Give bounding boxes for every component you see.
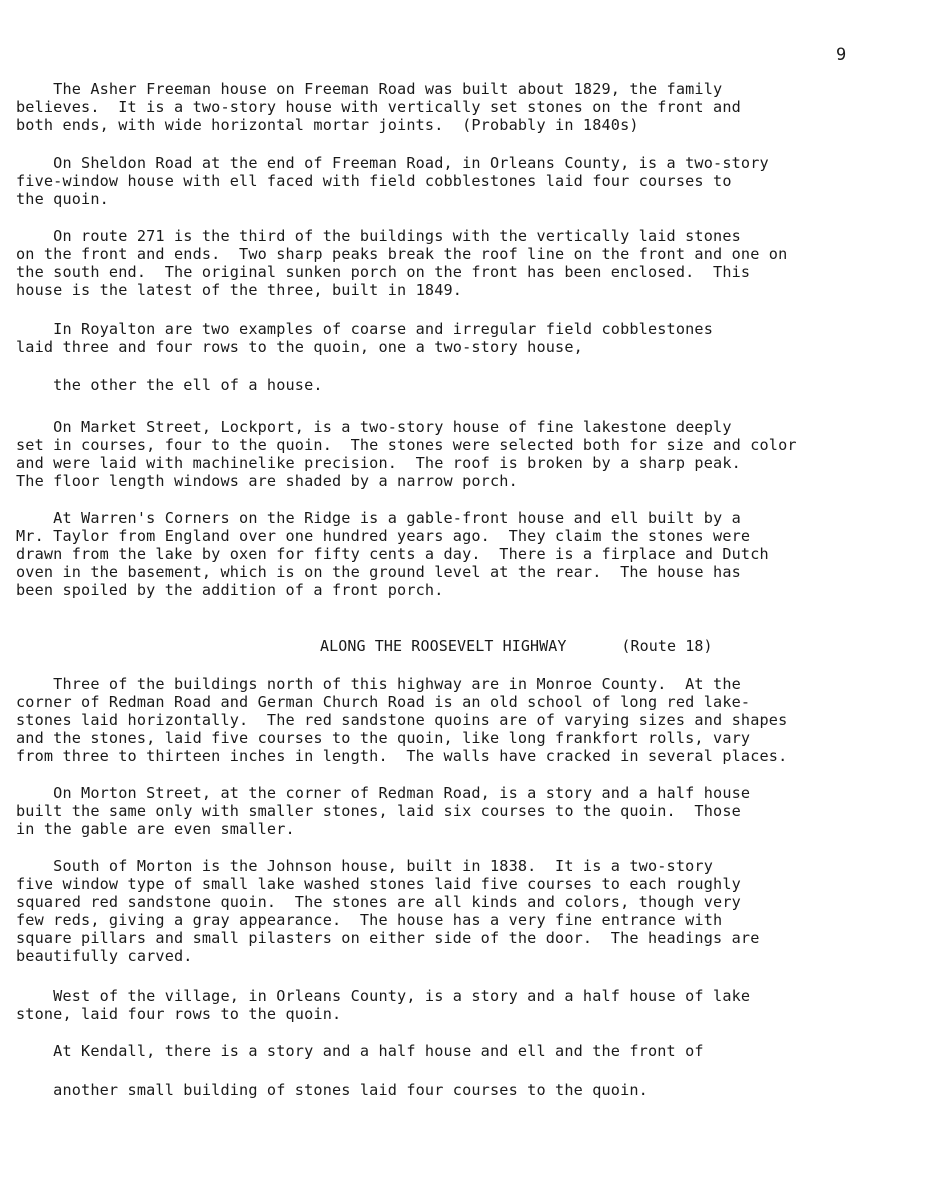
paragraph-kendall-continued: another small building of stones laid four courses to the quoin. xyxy=(16,1081,648,1099)
paragraph-route-271: On route 271 is the third of the buildings with the vertically laid stones on the front and ends. Two sharp peaks break the roof line on the front and one on the south end. The original sunken porch on the front has been enclosed. This house is the latest of the three, built in 1849. xyxy=(16,227,788,299)
paragraph-kendall: At Kendall, there is a story and a half house and ell and the front of xyxy=(16,1042,704,1060)
paragraph-warrens-corners: At Warren's Corners on the Ridge is a gable-front house and ell built by a Mr. Taylor from England over one hundred years ago. They claim the stones were drawn from the lake by oxen for fifty cents a day. There is a firplace and Dutch oven in the basement, which is on the ground level at the rear. The house has been spoiled by the addition of a front porch. xyxy=(16,509,769,599)
paragraph-west-of-village: West of the village, in Orleans County, is a story and a half house of lake stone, laid four rows to the quoin. xyxy=(16,987,751,1023)
paragraph-asher-freeman: The Asher Freeman house on Freeman Road was built about 1829, the family believes. It is a two-story house with vertically set stones on the front and both ends, with wide horizontal mortar joints. (Probably in 1840s) xyxy=(16,80,741,134)
paragraph-sheldon-road: On Sheldon Road at the end of Freeman Road, in Orleans County, is a two-story five-window house with ell faced with field cobblestones laid four courses to the quoin. xyxy=(16,154,769,208)
paragraph-market-street: On Market Street, Lockport, is a two-story house of fine lakestone deeply set in courses, four to the quoin. The stones were selected both for size and color and were laid with machinelike precision. The roof is broken by a sharp peak. The floor length windows are shaded by a narrow porch. xyxy=(16,418,797,490)
paragraph-morton-street: On Morton Street, at the corner of Redman Road, is a story and a half house built the same only with smaller stones, laid six courses to the quoin. Those in the gable are even smaller. xyxy=(16,784,751,838)
paragraph-royalton: In Royalton are two examples of coarse and irregular field cobblestones laid three and four rows to the quoin, one a two-story house, xyxy=(16,320,714,356)
section-heading: ALONG THE ROOSEVELT HIGHWAY (Route 18) xyxy=(320,637,713,655)
paragraph-royalton-continued: the other the ell of a house. xyxy=(16,376,323,394)
paragraph-monroe-county: Three of the buildings north of this highway are in Monroe County. At the corner of Redman Road and German Church Road is an old school of long red lake- stones laid horizontally. The red sandstone quoins are of varying sizes and shapes and the stones, laid five courses to the quoin, like long frankfort rolls, vary from three to thirteen inches in length. The walls have cracked in several places. xyxy=(16,675,788,765)
paragraph-johnson-house: South of Morton is the Johnson house, built in 1838. It is a two-story five window type of small lake washed stones laid five courses to each roughly squared red sandstone quoin. The stones are all kinds and colors, though very few reds, giving a gray appearance. The house has a very fine entrance with square pillars and small pilasters on either side of the door. The headings are beautifully carved. xyxy=(16,857,760,965)
page-number: 9 xyxy=(836,45,847,65)
